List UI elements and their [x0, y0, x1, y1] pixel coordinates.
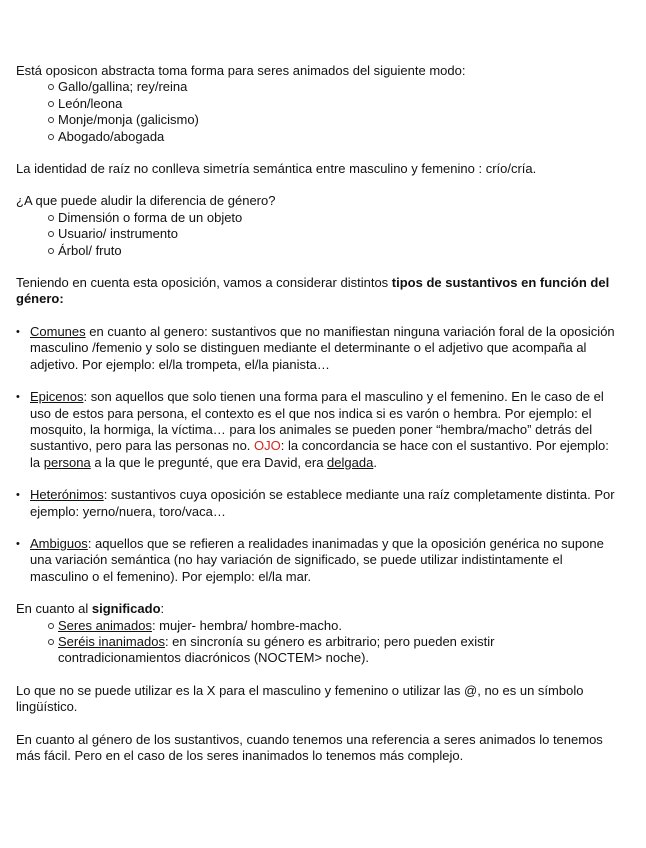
text-epicenos-2: : la concordancia se hace con el sustantivo. Por ejemplo: la [30, 438, 609, 470]
list-item: Gallo/gallina; rey/reina [48, 79, 618, 95]
list-item: Monje/monja (galicismo) [48, 112, 618, 128]
type-heteronimos [16, 487, 618, 520]
list-item: Usuario/ instrumento [48, 226, 618, 242]
text-inanimados: : en sincronía su género es arbitrario; pero pueden existir contradicionamientos diacrónicos (NOCTEM> noche). [58, 633, 495, 666]
text-ambiguos: : aquellos que se refieren a realidades inanimadas y que la oposición genérica no supone una variación semántica (no hay variación de significado, se puede utilizar indistintamente el masculino o el femenino). Por ejemplo: el/la mar. [30, 535, 604, 584]
significado-line [16, 601, 618, 617]
types-list [16, 324, 618, 585]
question-list [16, 210, 618, 259]
significado-post: : [160, 601, 165, 617]
term-inanimados: Seréis inanimados [58, 633, 165, 649]
question-line: ¿A que puede aludir la diferencia de género? [16, 193, 276, 209]
text-heteronimos: : sustantivos cuya oposición se establece mediante una raíz completamente distinta. Por ejemplo: yerno/nuera, toro/vaca… [30, 487, 615, 519]
text-comunes: en cuanto al genero: sustantivos que no manifiestan ninguna variación foral de la oposición masculino /femenio y solo se distinguen mediante el determinante o el adjetivo que acompaña al adjetivo. Por ejemplo: el/la trompeta, el/la pianista… [30, 323, 615, 372]
significado-bold: significado [91, 601, 161, 617]
term-epicenos: Epicenos [30, 389, 84, 405]
types-intro-bold: tipos de sustantivos en función del género: [16, 275, 610, 307]
types-intro [16, 275, 618, 308]
list-item: León/leona [48, 96, 618, 112]
intro-list [16, 79, 618, 145]
term-heteronimos: Heterónimos [30, 487, 104, 503]
list-item: Árbol/ fruto [48, 243, 618, 259]
significado-list [16, 618, 618, 667]
text-epicenos-3: a la que le pregunté, que era David, era [90, 454, 328, 470]
list-item [48, 618, 618, 634]
closing-paragraph: En cuanto al género de los sustantivos, cuando tenemos una referencia a seres animados lo tenemos más fácil. Pero en el caso de los seres inanimados lo tenemos más complejo. [16, 731, 603, 763]
type-ambiguos [16, 536, 618, 585]
list-item [48, 634, 618, 667]
intro-line: Está oposicon abstracta toma forma para seres animados del siguiente modo: [16, 63, 466, 78]
types-intro-text: Teniendo en cuenta esta oposición, vamos a considerar distintos [16, 275, 392, 291]
text-epicenos-4: . [373, 454, 377, 470]
term-comunes: Comunes [30, 323, 86, 339]
type-comunes [16, 324, 618, 373]
identity-paragraph: La identidad de raíz no conlleva simetría semántica entre masculino y femenino : crío/cría. [16, 161, 537, 177]
text-animados: : mujer- hembra/ hombre-macho. [151, 617, 342, 633]
x-note-paragraph: Lo que no se puede utilizar es la X para el masculino y femenino o utilizar las @, no es un símbolo lingüístico. [16, 682, 584, 715]
term-animados: Seres animados [58, 617, 152, 633]
significado-pre: En cuanto al [16, 601, 92, 617]
ojo-highlight: OJO [254, 438, 281, 454]
word-persona: persona [43, 454, 91, 470]
term-ambiguos: Ambiguos [30, 535, 88, 551]
type-epicenos [16, 389, 618, 471]
word-delgada: delgada [327, 454, 374, 470]
text-epicenos-1: : son aquellos que solo tienen una forma para el masculino y el femenino. En le caso de el uso de estos para persona, el contexto es el que nos indica si es varón o hembra. Por ejemplo: el mosquito, la hormiga, la víctima… para los animales se pueden poner “hembra/macho” detrás del sustantivo, pero para las personas no. [30, 389, 604, 454]
list-item: Abogado/abogada [48, 129, 618, 145]
list-item: Dimensión o forma de un objeto [48, 210, 618, 226]
document-page [16, 63, 618, 764]
